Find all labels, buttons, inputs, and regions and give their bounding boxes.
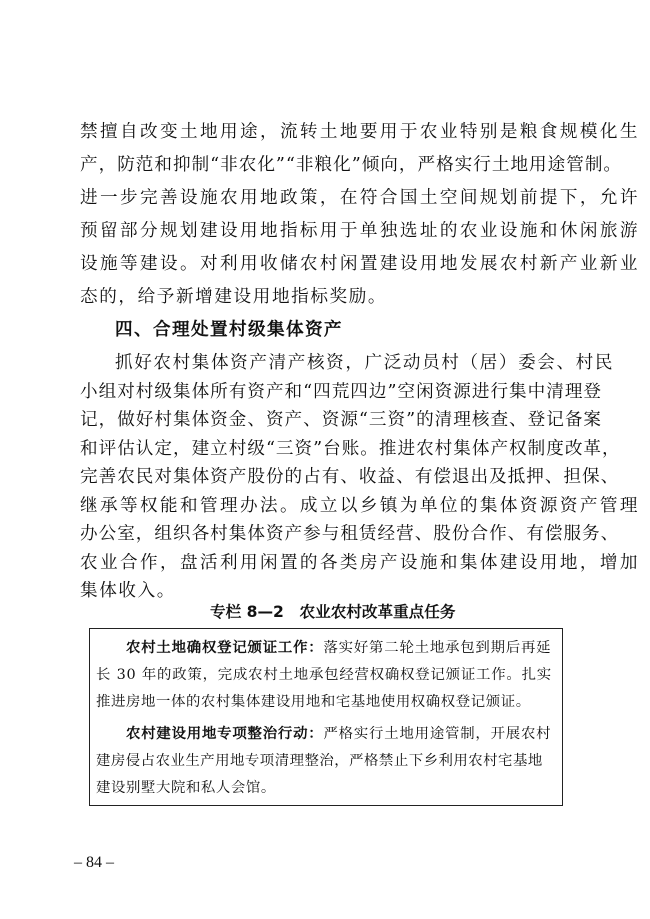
box-item-2-title: 农村建设用地专项整治行动： [126, 726, 324, 742]
box-item-1-text: 落实好第二轮土地承包到期后再延 [323, 640, 552, 656]
body-line: 预留部分规划建设用地指标用于单独选址的农业设施和休闲旅游 [80, 221, 640, 241]
body-line: 抓好农村集体资产清产核资，广泛动员村（居）委会、村民 [115, 353, 615, 373]
box-item-1-line-1 [126, 641, 551, 655]
body-line: 设施等建设。对利用收储农村闲置建设用地发展农村新产业新业 [80, 254, 640, 274]
body-line: 和评估认定，建立村级“三资”台账。推进农村集体产权制度改革， [80, 438, 621, 459]
body-line: 继承等权能和管理办法。成立以乡镇为单位的集体资源资产管理 [80, 495, 640, 516]
box-item-1-line: 推进房地一体的农村集体建设用地和宅基地使用权确权登记颁证。 [96, 694, 531, 710]
body-line: 禁擅自改变土地用途，流转土地要用于农业特别是粮食规模化生 [80, 122, 640, 142]
box-item-2-line-1 [126, 727, 551, 741]
body-line: 完善农民对集体资产股份的占有、收益、有偿退出及抵押、担保、 [80, 467, 620, 487]
box-item-2-text: 严格实行土地用途管制，开展农村 [323, 726, 552, 742]
body-line: 产，防范和抑制“非农化”“非粮化”倾向，严格实行土地用途管制。 [80, 155, 623, 175]
box-caption: 专栏 8—2 农业农村改革重点任务 [210, 603, 456, 621]
body-line: 农业合作，盘活利用闲置的各类房产设施和集体建设用地，增加 [80, 552, 640, 573]
body-line: 办公室，组织各村集体资产参与租赁经营、股份合作、有偿服务、 [80, 524, 620, 544]
page-number: – 84 – [74, 854, 114, 871]
body-line: 集体收入。 [80, 581, 176, 601]
body-line: 态的，给予新增建设用地指标奖励。 [80, 287, 388, 307]
box-item-2-line: 建设别墅大院和私人会馆。 [96, 780, 276, 796]
body-line: 进一步完善设施农用地政策，在符合国土空间规划前提下，允许 [80, 188, 640, 208]
key-tasks-box [89, 628, 563, 806]
box-item-2-line: 建房侵占农业生产用地专项清理整治，严格禁止下乡利用农村宅基地 [96, 753, 543, 769]
body-line: 小组对村级集体所有资产和“四荒四边”空闲资源进行集中清理登 [80, 381, 603, 402]
box-item-1-line: 长 30 年的政策，完成农村土地承包经营权确权登记颁证工作。扎实 [96, 667, 552, 683]
box-item-1-title: 农村土地确权登记颁证工作： [126, 640, 324, 656]
body-line: 记，做好村集体资金、资产、资源“三资”的清理核查、登记备案 [80, 410, 603, 430]
section-heading: 四、合理处置村级集体资产 [115, 320, 343, 340]
